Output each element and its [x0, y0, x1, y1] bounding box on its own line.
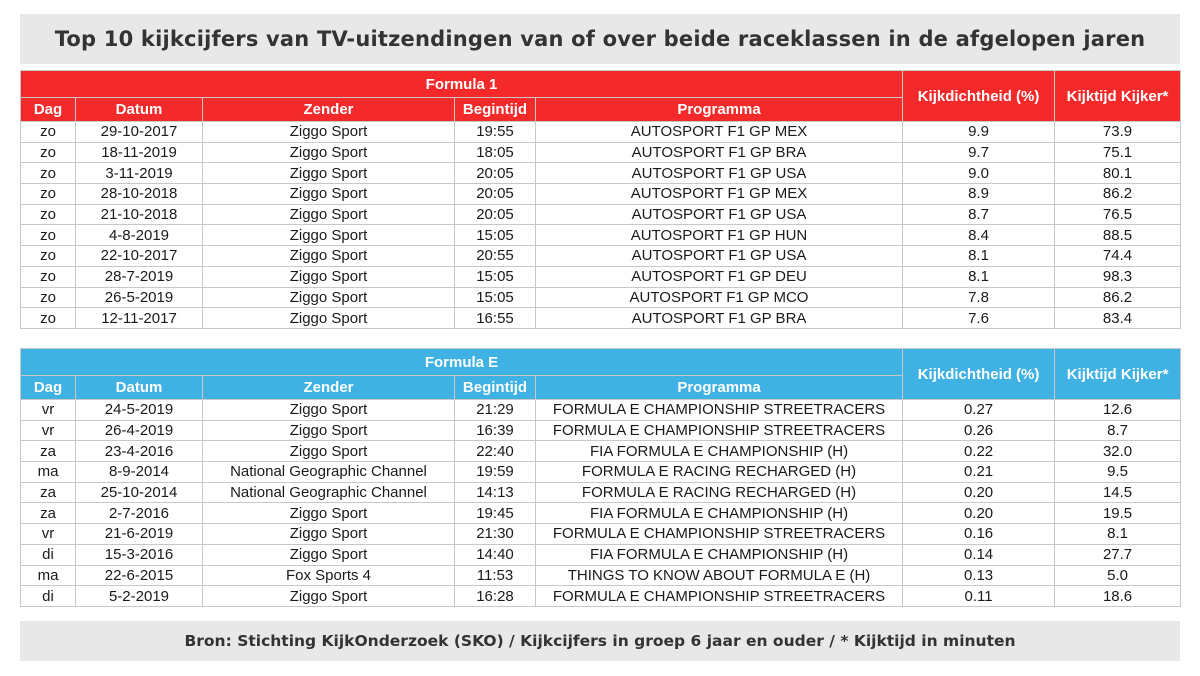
zender-cell: National Geographic Channel	[203, 482, 455, 503]
programma-header: Programma	[536, 376, 903, 400]
zender-cell: Ziggo Sport	[203, 420, 455, 441]
table-row	[21, 503, 1181, 524]
kijkdichtheid-cell: 8.1	[903, 246, 1055, 267]
dag-cell: ma	[21, 565, 76, 586]
programma-cell: FORMULA E CHAMPIONSHIP STREETRACERS	[536, 420, 903, 441]
zender-cell: Ziggo Sport	[203, 246, 455, 267]
table-row	[21, 565, 1181, 586]
begintijd-cell: 15:05	[455, 225, 536, 246]
programma-cell: FIA FORMULA E CHAMPIONSHIP (H)	[536, 503, 903, 524]
begintijd-cell: 16:39	[455, 420, 536, 441]
begintijd-cell: 21:30	[455, 524, 536, 545]
zender-cell: Ziggo Sport	[203, 122, 455, 143]
kijktijd-cell: 80.1	[1055, 163, 1181, 184]
programma-cell: AUTOSPORT F1 GP USA	[536, 204, 903, 225]
dag-cell: zo	[21, 163, 76, 184]
kijkdichtheid-cell: 9.0	[903, 163, 1055, 184]
zender-cell: Ziggo Sport	[203, 400, 455, 421]
table-row	[21, 400, 1181, 421]
dag-cell: za	[21, 503, 76, 524]
kijkdichtheid-cell: 9.9	[903, 122, 1055, 143]
dag-cell: di	[21, 586, 76, 607]
programma-cell: FORMULA E CHAMPIONSHIP STREETRACERS	[536, 524, 903, 545]
datum-header: Datum	[76, 98, 203, 122]
kijktijd-cell: 5.0	[1055, 565, 1181, 586]
datum-header: Datum	[76, 376, 203, 400]
begintijd-cell: 19:55	[455, 122, 536, 143]
kijktijd-cell: 8.7	[1055, 420, 1181, 441]
table-row	[21, 225, 1181, 246]
zender-cell: Ziggo Sport	[203, 544, 455, 565]
begintijd-cell: 16:55	[455, 308, 536, 329]
datum-cell: 3-11-2019	[76, 163, 203, 184]
datum-cell: 26-5-2019	[76, 287, 203, 308]
datum-cell: 21-6-2019	[76, 524, 203, 545]
kijkdichtheid-cell: 0.11	[903, 586, 1055, 607]
kijkdichtheid-header: Kijkdichtheid (%)	[903, 349, 1055, 400]
kijktijd-cell: 86.2	[1055, 184, 1181, 205]
programma-cell: FORMULA E CHAMPIONSHIP STREETRACERS	[536, 586, 903, 607]
programma-cell: AUTOSPORT F1 GP DEU	[536, 266, 903, 287]
zender-cell: National Geographic Channel	[203, 462, 455, 483]
dag-header: Dag	[21, 98, 76, 122]
datum-cell: 29-10-2017	[76, 122, 203, 143]
programma-cell: AUTOSPORT F1 GP USA	[536, 246, 903, 267]
table-row	[21, 586, 1181, 607]
kijkdichtheid-cell: 0.20	[903, 482, 1055, 503]
begintijd-cell: 20:55	[455, 246, 536, 267]
zender-cell: Ziggo Sport	[203, 266, 455, 287]
kijkdichtheid-cell: 7.6	[903, 308, 1055, 329]
table-row	[21, 142, 1181, 163]
programma-cell: FIA FORMULA E CHAMPIONSHIP (H)	[536, 544, 903, 565]
dag-cell: zo	[21, 204, 76, 225]
programma-cell: FORMULA E RACING RECHARGED (H)	[536, 462, 903, 483]
kijkdichtheid-cell: 9.7	[903, 142, 1055, 163]
table-row	[21, 420, 1181, 441]
zender-cell: Fox Sports 4	[203, 565, 455, 586]
table-row	[21, 163, 1181, 184]
datum-cell: 25-10-2014	[76, 482, 203, 503]
dag-cell: zo	[21, 122, 76, 143]
dag-cell: vr	[21, 420, 76, 441]
dag-cell: vr	[21, 524, 76, 545]
table-row	[21, 266, 1181, 287]
kijktijd-cell: 14.5	[1055, 482, 1181, 503]
dag-cell: zo	[21, 266, 76, 287]
datum-cell: 24-5-2019	[76, 400, 203, 421]
zender-cell: Ziggo Sport	[203, 586, 455, 607]
kijkdichtheid-cell: 0.26	[903, 420, 1055, 441]
programma-cell: AUTOSPORT F1 GP MCO	[536, 287, 903, 308]
dag-cell: zo	[21, 287, 76, 308]
programma-header: Programma	[536, 98, 903, 122]
kijktijd-cell: 76.5	[1055, 204, 1181, 225]
kijktijd-cell: 18.6	[1055, 586, 1181, 607]
kijktijd-cell: 74.4	[1055, 246, 1181, 267]
kijkdichtheid-cell: 0.20	[903, 503, 1055, 524]
dag-header: Dag	[21, 376, 76, 400]
source-footer: Bron: Stichting KijkOnderzoek (SKO) / Kijkcijfers in groep 6 jaar en ouder / * Kijktijd in minuten	[20, 621, 1180, 661]
zender-cell: Ziggo Sport	[203, 142, 455, 163]
datum-cell: 2-7-2016	[76, 503, 203, 524]
programma-cell: FORMULA E RACING RECHARGED (H)	[536, 482, 903, 503]
table-row	[21, 544, 1181, 565]
kijktijd-header: Kijktijd Kijker*	[1055, 349, 1181, 400]
kijkdichtheid-cell: 8.4	[903, 225, 1055, 246]
kijktijd-cell: 27.7	[1055, 544, 1181, 565]
begintijd-cell: 15:05	[455, 266, 536, 287]
datum-cell: 12-11-2017	[76, 308, 203, 329]
dag-cell: ma	[21, 462, 76, 483]
datum-cell: 18-11-2019	[76, 142, 203, 163]
kijkdichtheid-cell: 8.1	[903, 266, 1055, 287]
formula1-heading: Formula 1	[21, 71, 903, 98]
table-row	[21, 184, 1181, 205]
programma-cell: THINGS TO KNOW ABOUT FORMULA E (H)	[536, 565, 903, 586]
kijkdichtheid-cell: 0.14	[903, 544, 1055, 565]
kijkdichtheid-header: Kijkdichtheid (%)	[903, 71, 1055, 122]
dag-cell: di	[21, 544, 76, 565]
programma-cell: AUTOSPORT F1 GP MEX	[536, 184, 903, 205]
formulaE-heading: Formula E	[21, 349, 903, 376]
begintijd-header: Begintijd	[455, 376, 536, 400]
table-row	[21, 441, 1181, 462]
table-row	[21, 462, 1181, 483]
zender-cell: Ziggo Sport	[203, 308, 455, 329]
begintijd-cell: 14:13	[455, 482, 536, 503]
table-row	[21, 246, 1181, 267]
begintijd-cell: 16:28	[455, 586, 536, 607]
dag-cell: za	[21, 482, 76, 503]
kijkdichtheid-cell: 8.7	[903, 204, 1055, 225]
zender-header: Zender	[203, 376, 455, 400]
begintijd-cell: 11:53	[455, 565, 536, 586]
kijktijd-cell: 32.0	[1055, 441, 1181, 462]
zender-cell: Ziggo Sport	[203, 524, 455, 545]
table-row	[21, 122, 1181, 143]
begintijd-cell: 19:59	[455, 462, 536, 483]
table-row	[21, 204, 1181, 225]
kijktijd-cell: 19.5	[1055, 503, 1181, 524]
kijkdichtheid-cell: 7.8	[903, 287, 1055, 308]
kijktijd-cell: 88.5	[1055, 225, 1181, 246]
begintijd-cell: 19:45	[455, 503, 536, 524]
begintijd-cell: 20:05	[455, 163, 536, 184]
programma-cell: AUTOSPORT F1 GP MEX	[536, 122, 903, 143]
table-row	[21, 524, 1181, 545]
kijktijd-cell: 75.1	[1055, 142, 1181, 163]
formula1-table	[20, 70, 1181, 329]
kijktijd-cell: 86.2	[1055, 287, 1181, 308]
dag-cell: zo	[21, 246, 76, 267]
begintijd-cell: 21:29	[455, 400, 536, 421]
page-title: Top 10 kijkcijfers van TV-uitzendingen van of over beide raceklassen in de afgelopen jaren	[20, 14, 1180, 64]
kijktijd-cell: 98.3	[1055, 266, 1181, 287]
dag-cell: vr	[21, 400, 76, 421]
kijkdichtheid-cell: 0.13	[903, 565, 1055, 586]
begintijd-header: Begintijd	[455, 98, 536, 122]
kijkdichtheid-cell: 0.22	[903, 441, 1055, 462]
kijktijd-cell: 9.5	[1055, 462, 1181, 483]
programma-cell: AUTOSPORT F1 GP USA	[536, 163, 903, 184]
programma-cell: FORMULA E CHAMPIONSHIP STREETRACERS	[536, 400, 903, 421]
zender-cell: Ziggo Sport	[203, 163, 455, 184]
datum-cell: 22-10-2017	[76, 246, 203, 267]
datum-cell: 22-6-2015	[76, 565, 203, 586]
datum-cell: 26-4-2019	[76, 420, 203, 441]
dag-cell: zo	[21, 184, 76, 205]
programma-cell: AUTOSPORT F1 GP BRA	[536, 142, 903, 163]
datum-cell: 4-8-2019	[76, 225, 203, 246]
table-row	[21, 308, 1181, 329]
dag-cell: zo	[21, 142, 76, 163]
begintijd-cell: 20:05	[455, 204, 536, 225]
kijkdichtheid-cell: 0.21	[903, 462, 1055, 483]
table-row	[21, 287, 1181, 308]
datum-cell: 28-7-2019	[76, 266, 203, 287]
programma-cell: AUTOSPORT F1 GP BRA	[536, 308, 903, 329]
kijkdichtheid-cell: 0.27	[903, 400, 1055, 421]
datum-cell: 15-3-2016	[76, 544, 203, 565]
programma-cell: FIA FORMULA E CHAMPIONSHIP (H)	[536, 441, 903, 462]
zender-header: Zender	[203, 98, 455, 122]
dag-cell: za	[21, 441, 76, 462]
zender-cell: Ziggo Sport	[203, 204, 455, 225]
kijktijd-cell: 12.6	[1055, 400, 1181, 421]
begintijd-cell: 18:05	[455, 142, 536, 163]
datum-cell: 23-4-2016	[76, 441, 203, 462]
table-row	[21, 482, 1181, 503]
begintijd-cell: 22:40	[455, 441, 536, 462]
kijktijd-cell: 83.4	[1055, 308, 1181, 329]
programma-cell: AUTOSPORT F1 GP HUN	[536, 225, 903, 246]
zender-cell: Ziggo Sport	[203, 184, 455, 205]
zender-cell: Ziggo Sport	[203, 441, 455, 462]
begintijd-cell: 14:40	[455, 544, 536, 565]
kijkdichtheid-cell: 8.9	[903, 184, 1055, 205]
dag-cell: zo	[21, 225, 76, 246]
zender-cell: Ziggo Sport	[203, 287, 455, 308]
datum-cell: 28-10-2018	[76, 184, 203, 205]
formulaE-table	[20, 348, 1181, 607]
kijktijd-cell: 73.9	[1055, 122, 1181, 143]
datum-cell: 5-2-2019	[76, 586, 203, 607]
zender-cell: Ziggo Sport	[203, 225, 455, 246]
kijkdichtheid-cell: 0.16	[903, 524, 1055, 545]
zender-cell: Ziggo Sport	[203, 503, 455, 524]
datum-cell: 21-10-2018	[76, 204, 203, 225]
kijktijd-header: Kijktijd Kijker*	[1055, 71, 1181, 122]
kijktijd-cell: 8.1	[1055, 524, 1181, 545]
begintijd-cell: 20:05	[455, 184, 536, 205]
begintijd-cell: 15:05	[455, 287, 536, 308]
datum-cell: 8-9-2014	[76, 462, 203, 483]
dag-cell: zo	[21, 308, 76, 329]
